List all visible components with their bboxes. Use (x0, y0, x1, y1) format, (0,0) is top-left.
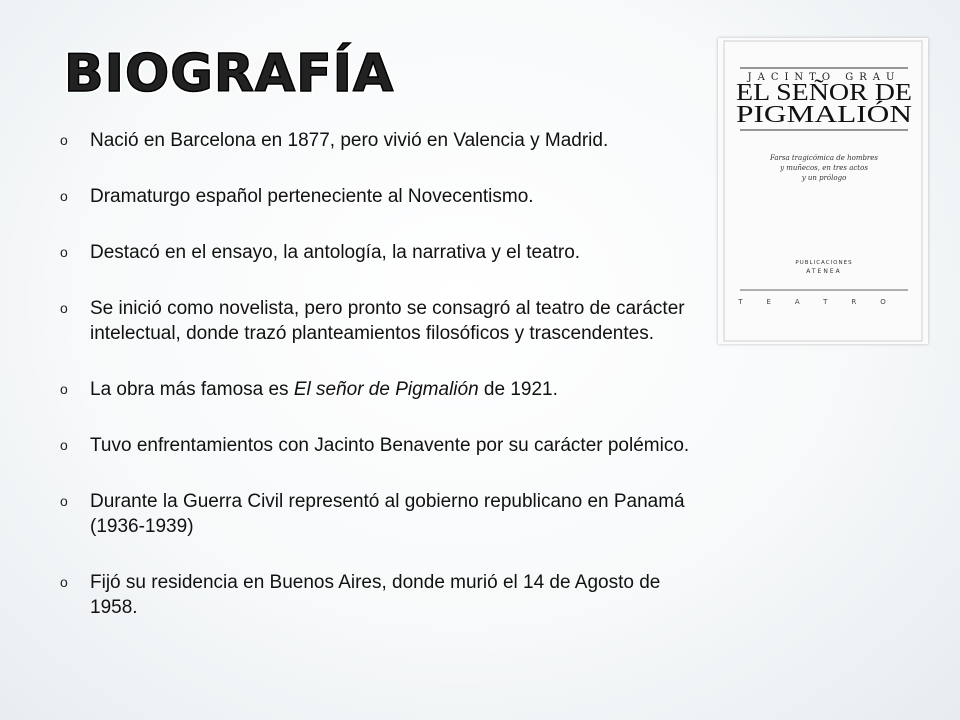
cover-subtitle-line2: y muñecos, en tres actos (780, 164, 868, 172)
bullet-benavente (60, 433, 700, 458)
cover-subtitle-line3: y un prólogo (801, 174, 847, 182)
cover-publisher-line2: ATENEA (806, 268, 842, 275)
bullet-marker-icon: o (60, 437, 68, 453)
bullet-marker-icon: o (60, 300, 68, 316)
bullet-text: Nació en Barcelona en 1877, pero vivió en Valencia y Madrid. (90, 130, 609, 151)
cover-publisher-line1: PUBLICACIONES (795, 260, 853, 266)
work-title: El señor de Pigmalión (293, 379, 479, 400)
bullet-text: Durante la Guerra Civil representó al gobierno republicano en Panamá (1936-1939) (90, 491, 685, 537)
bullet-marker-icon: o (60, 493, 68, 509)
bullet-civil-war (60, 489, 700, 539)
bullet-career (60, 296, 700, 346)
book-cover-art (718, 38, 928, 344)
bullet-text-after: de 1921. (478, 379, 558, 400)
bullet-marker-icon: o (60, 574, 68, 590)
bullet-birthplace (60, 128, 700, 153)
cover-subtitle-line1: Farsa tragicómica de hombres (769, 154, 879, 162)
bullet-genres (60, 240, 700, 265)
bullet-marker-icon: o (60, 132, 68, 148)
bullet-text-before: La obra más famosa es (90, 379, 294, 400)
bullet-text: Fijó su residencia en Buenos Aires, donde murió el 14 de Agosto de 1958. (90, 572, 661, 618)
cover-series: TEATRO (738, 298, 910, 306)
bullet-famous-work (60, 377, 700, 402)
biography-bullet-list (60, 128, 700, 620)
cover-title-line2: PIGMALIÓN (736, 102, 871, 128)
bullet-marker-icon: o (60, 381, 68, 397)
book-cover-image (718, 38, 928, 344)
bullet-death (60, 570, 700, 620)
cover-author: JACINTO GRAU (747, 72, 901, 83)
bullet-text: Destacó en el ensayo, la antología, la narrativa y el teatro. (90, 242, 581, 263)
bullet-text: Se inició como novelista, pero pronto se consagró al teatro de carácter intelectual, donde trazó planteamientos filosóficos y trascendentes. (90, 298, 685, 344)
slide-title: BIOGRAFÍA (64, 44, 395, 104)
cover-title-line1: EL SEÑOR DE (736, 80, 912, 106)
bullet-text: Tuvo enfrentamientos con Jacinto Benavente por su carácter polémico. (90, 435, 690, 456)
bullet-marker-icon: o (60, 188, 68, 204)
bullet-text: Dramaturgo español perteneciente al Novecentismo. (90, 186, 534, 207)
bullet-marker-icon: o (60, 244, 68, 260)
bullet-novecentismo (60, 184, 700, 209)
